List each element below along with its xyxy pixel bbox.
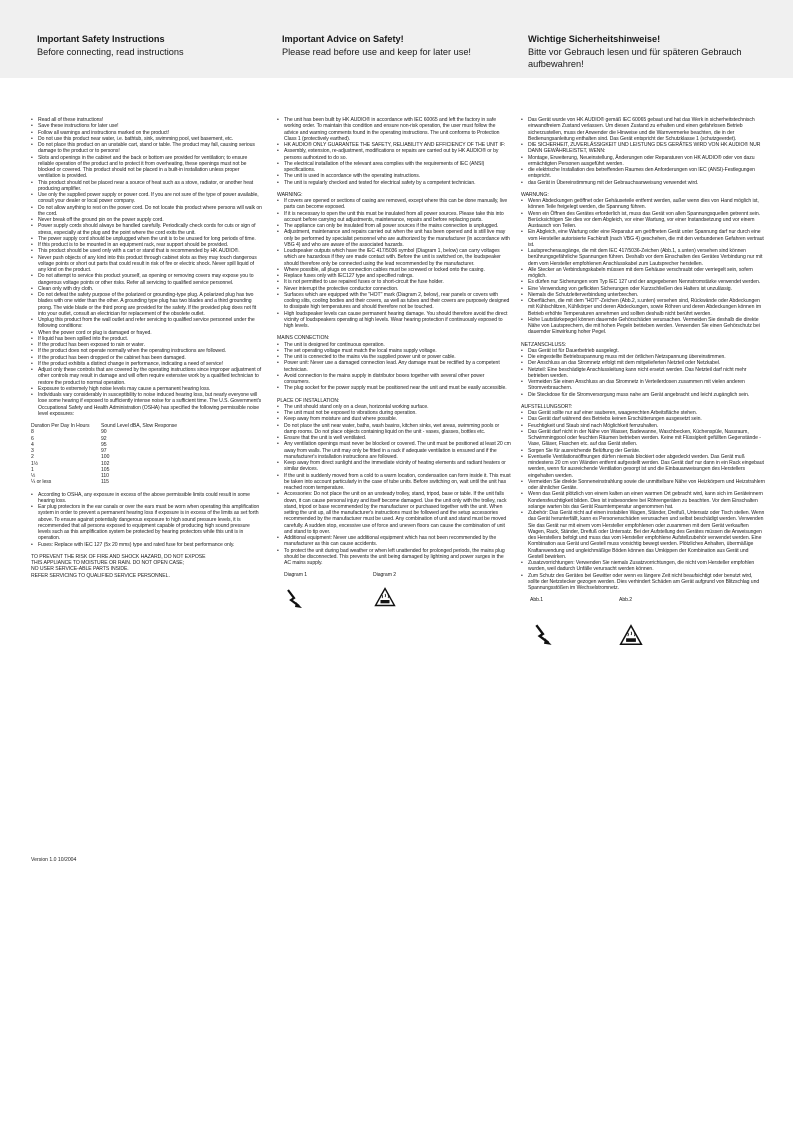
table-cell: 6 xyxy=(31,435,34,442)
column-en-advice xyxy=(277,117,511,632)
list-item: • Where possible, all plugs on connection cables must be screwed or locked onto the casing. xyxy=(277,267,511,273)
header-title-de: Wichtige Sicherheitshinweise! xyxy=(528,34,661,44)
intro-list-de xyxy=(521,117,765,186)
table-cell: 105 xyxy=(101,466,110,473)
list-item: • Do not place this product on an unstable cart, stand or table. The product may fall, causing serious damage to the product or to persons! xyxy=(31,142,263,155)
list-item: • Alle Stecker an Verbindungskabeln müssen mit dem Gehäuse verschraubt oder verriegelt sein, sofern möglich. xyxy=(521,267,765,280)
list-item: • Do not allow anything to rest on the power cord. Do not locate this product where persons will walk on the cord. xyxy=(31,205,263,218)
list-item: • HK AUDIO® ONLY GUARANTEE THE SAFETY, RELIABILITY AND EFFICIENCY OF THE UNIT IF: xyxy=(277,142,511,148)
list-item: • Never push objects of any kind into this product through cabinet slots as they may touch dangerous voltage points or short out parts that could result in risk of fire or electric shock. Never spill liquid of any kind on the product. xyxy=(31,255,263,274)
list-item: • Das Gerät ist für Dauerbetrieb ausgelegt. xyxy=(521,348,765,354)
list-item: • Lautsprecherausgänge, die mit dem IEC 417/5036-Zeichen (Abb.1, s.unten) versehen sind können berührungsgefährliche Spannungen führen. Deshalb vor dem Einschalten des Gerätes Verbindung nur mit dem vom Hersteller empfohlenen Anschlusskabel zum Lautsprecher herstellen. xyxy=(521,248,765,267)
list-item: • Oberflächen, die mit dem "HOT"-Zeichen (Abb.2, s.unten) versehen sind, Rückwände oder Abdeckungen mit Kühlschlitzen, Kühlkörper und deren Abdeckungen, sowie Röhren und deren Abdeckungen können im Betrieb erhöhte Temperaturen annehmen und sollten deshalb nicht berührt werden. xyxy=(521,298,765,317)
list-item: • Ear plug protectors in the ear canals or over the ears must be worn when operating this amplification system in order to prevent a permanent hearing loss if exposure is in excess of the limits as set forth above. To ensure against potentially dangerous exposure to high sound pressure levels, it is recommended that all persons exposed to equipment capable of producing high sound pressure levels such as this amplification system be protected by hearing protectors while this unit is in operation. xyxy=(31,504,263,542)
table-cell: 97 xyxy=(101,448,107,454)
list-item: • Save these instructions for later use! xyxy=(31,123,263,129)
list-item: • DIE SICHERHEIT, ZUVERLÄSSIGKEIT UND LEISTUNG DES GERÄTES WIRD VON HK AUDIO® NUR DANN GEWÄHRLEISTET, WENN: xyxy=(521,142,765,155)
list-item: • Die Steckdose für die Stromversorgung muss nahe am Gerät angebracht und leicht zugänglich sein. xyxy=(521,392,765,398)
version-label: Version 1.0 10/2004 xyxy=(31,857,77,863)
table-cell: ¼ or less xyxy=(31,479,52,486)
section-heading: AUFSTELLUNGSORT: xyxy=(521,403,573,410)
table-cell: 2 xyxy=(31,454,34,461)
header-en xyxy=(37,33,277,58)
table-header: Sound Level dBA, Slow Response xyxy=(101,423,178,429)
mains-list-de xyxy=(521,348,765,398)
table-header: Duration Per Day In Hours xyxy=(31,423,90,429)
column-de xyxy=(521,117,765,657)
list-item: • If the product has been exposed to rain or water. xyxy=(31,342,263,348)
header-title-en2: Important Advice on Safety! xyxy=(282,34,404,44)
list-item: • Niemals die Schutzleiterverbindung unterbrechen. xyxy=(521,292,765,298)
table-cell: 95 xyxy=(101,441,107,448)
intro-list xyxy=(277,117,511,186)
list-item: • Power unit: Never use a damaged connection lead. Any damage must be rectified by a competent technician. xyxy=(277,360,511,373)
list-item: • Do not attempt to service this product yourself, as opening or removing covers may expose you to dangerous voltage points or other risks. Refer all servicing to qualified service personnel. xyxy=(31,273,263,286)
list-item: • Zubehör: Das Gerät nicht auf einen instabilen Wagen, Ständer, Dreifuß, Untersatz oder Tisch stellen. Wenn das Gerät herunterfällt, kann es Personenschäden verursachen und selbst beschädigt werden. Verwenden Sie das Gerät nur mit einem vom Hersteller empfohlenen oder zusammen mit dem Gerät verkauften Wagen, Rack, Ständer, Dreifuß oder Untersatz. Bei der Aufstellung des Gerätes müssen die Anweisungen des Herstellers befolgt und muss das vom Hersteller empfohlene Aufstellzubehör verwendet werden. Eine Kombination aus Gerät und Gestell muss vorsichtig bewegt werden. Plötzliches Anhalten, übermäßige Kraftanwendung und ungleichmäßige Böden können das Umkippen der Kombination aus Gerät und Gestell bewirken. xyxy=(521,510,765,560)
list-item: • Accessories: Do not place the unit on an unsteady trolley, stand, tripod, base or table. If the unit falls down, it can cause personal injury and itself become damaged. Use the unit only with the trolley, rack stand, tripod or base recommended by the manufacturer or purchased together with the unit. When setting the unit up, all the manufacturer's instructions must be followed and the setup accessories recommended by the manufacturer must be used. Any combination of unit and stand must be moved carefully. A sudden stop, excessive use of force and uneven floors can cause the combination of unit and stand to tip over. xyxy=(277,491,511,535)
list-item: • Power supply cords should always be handled carefully. Periodically check cords for cuts or sign of stress, especially at the plug and the point where the cord exits the unit. xyxy=(31,223,263,236)
header-de xyxy=(528,33,773,70)
hot-surface-icon xyxy=(374,587,396,607)
section-heading: WARNING: xyxy=(277,191,303,198)
noise-level-table xyxy=(31,423,177,486)
table-cell: 1½ xyxy=(31,460,38,467)
diagram-2-label: Abb.2 xyxy=(619,597,633,604)
list-item: • The power supply cord should be unplugged when the unit is to be unused for long periods of time. xyxy=(31,236,263,242)
list-item: • Das Gerät sollte nur auf einer sauberen, waagerechten Arbeitsfläche stehen. xyxy=(521,410,765,416)
caps-line: TO PREVENT THE RISK OF FIRE AND SHOCK HAZARD, DO NOT EXPOSE xyxy=(31,553,206,560)
list-item: • Clean only with dry cloth. xyxy=(31,286,263,292)
list-item: • The unit is regularly checked and tested for electrical safety by a competent technician. xyxy=(277,180,511,186)
table-cell: 8 xyxy=(31,429,34,436)
list-item: • To protect the unit during bad weather or when left unattended for prolonged periods, the mains plug should be disconnected. This prevents the unit being damaged by lightning and power surges in the AC mains supply. xyxy=(277,548,511,567)
list-item: • Never break off the ground pin on the power supply cord. xyxy=(31,217,263,223)
list-item: • Das Gerät darf nicht in der Nähe von Wasser, Badewanne, Waschbecken, Küchenspüle, Nassraum, Schwimmingpool oder feuchten Räumen betrieben werden. Keine mit Flüssigkeit gefüllten Gegenstände -Vase, Gläser, Flaschen etc. auf das Gerät stellen. xyxy=(521,429,765,448)
list-item: • Do not place the unit near water, baths, wash basins, kitchen sinks, wet areas, swimming pools or damp rooms. Do not place objects containing liquid on the unit - vases, glasses, bottles etc. xyxy=(277,423,511,436)
list-item: • Loudspeaker outputs which have the IEC 417/5036 symbol (Diagram 1, below) can carry voltages which are hazardous if they are made contact with. Before the unit is switched on, the loudspeaker should therefore only be connected using the lead recommended by the manufacturer. xyxy=(277,248,511,267)
header-title-en: Important Safety Instructions xyxy=(37,34,165,44)
table-cell: 1 xyxy=(31,466,34,473)
list-item: • Fuses: Replace with IEC 127 (5x 20 mms) type and rated fuse for best performance only. xyxy=(31,542,263,548)
list-item: • Adjustment, maintenance and repairs carried out when the unit has been opened and is still live may only be performed by specialist personnel who are authorized by the manufacturer (in accordance with VBG 4) and who are aware of the associated hazards. xyxy=(277,229,511,248)
list-item: • The unit is designed for continuous operation. xyxy=(277,342,511,348)
table-cell: 90 xyxy=(101,429,107,436)
diagrams-de xyxy=(521,597,765,657)
table-cell: 100 xyxy=(101,454,110,461)
list-item: • Sorgen Sie für ausreichende Belüftung der Geräte. xyxy=(521,448,765,454)
list-item: • The unit is connected to the mains via the supplied power unit or power cable. xyxy=(277,354,511,360)
list-item: • Wenn das Gerät plötzlich von einem kalten an einen warmen Ort gebracht wird, kann sich im Geräteinnern Kondensfeuchtigkeit bilden. Dies ist insbesondere bei Röhrengeräten zu beachten. Vor dem Einschalten solange warten bis das Gerät Raumtemperatur angenommen hat. xyxy=(521,491,765,510)
list-item: • Wenn Abdeckungen geöffnet oder Gehäuseteile entfernt werden, außer wenn dies von Hand möglich ist, können Teile freigelegt werden, die Spannung führen. xyxy=(521,198,765,211)
table-cell: 110 xyxy=(101,473,109,479)
section-heading: WARNUNG: xyxy=(521,191,549,198)
header-subtitle-de: Bitte vor Gebrauch lesen und für späteren Gebrauch aufbewahren! xyxy=(528,47,742,69)
list-item: • The electrical installation of the relevant area complies with the requirements of IEC (ANSI) specifications. xyxy=(277,161,511,174)
hot-surface-icon xyxy=(619,624,643,646)
list-item: • das Gerät in Übereinstimmung mit der Gebrauchsanweisung verwendet wird. xyxy=(521,180,765,186)
list-item: • Use only the supplied power supply or power cord. If you are not sure of the type of power available, consult your dealer or local power company. xyxy=(31,192,263,205)
list-item: • According to OSHA, any exposure in excess of the above permissible limits could result in some hearing loss. xyxy=(31,492,263,505)
list-item: • Never interrupt the protective conductor connection. xyxy=(277,286,511,292)
caps-warning xyxy=(31,554,263,579)
list-item: • Keep away from moisture and dust where possible. xyxy=(277,416,511,422)
place-list xyxy=(277,404,511,567)
list-item: • If it is necessary to open the unit this must be insulated from all power sources. Please take this into account before carrying out adjustments, maintenance, repairs and before replacing parts. xyxy=(277,211,511,224)
list-item: • Eine Verwendung von geflickten Sicherungen oder Kurzschließen des Halters ist unzulässig. xyxy=(521,286,765,292)
list-item: • Slots and openings in the cabinet and the back or bottom are provided for ventilation; to ensure reliable operation of the product and to protect it from overheating, these openings must not be blocked or covered. This product should not be placed in a built-in installation unless proper ventilation is provided. xyxy=(31,155,263,180)
list-item: • Zusatzvorrichtungen: Verwenden Sie niemals Zusatzvorrichtungen, die nicht vom Hersteller empfohlen wurden, weil dadurch Unfälle verursacht werden können. xyxy=(521,560,765,573)
table-cell: 92 xyxy=(101,435,107,442)
list-item: • Individuals vary considerably in susceptibility to noise induced hearing loss, but nearly everyone will lose some hearing if exposed to sufficiently intense noise for a sufficient time. The U.S. Government's Occupational Safety and Health Administration (OSHA) has specified the following permissible noise level exposures: xyxy=(31,392,263,417)
list-item: • Netzteil: Eine beschädigte Anschlussleitung kann nicht ersetzt werden. Das Netzteil darf nicht mehr betrieben werden. xyxy=(521,367,765,380)
header-subtitle-en2: Please read before use and keep for later use! xyxy=(282,47,471,57)
diagram-2-label: Diagram 2 xyxy=(373,572,397,579)
list-item: • Any ventilation openings must never be blocked or covered. The unit must be positioned at least 20 cm away from walls. The unit may only be fitted in a rack if adequate ventilation is ensured and if the manufacturer's installation instructions are followed. xyxy=(277,441,511,460)
table-cell: 4 xyxy=(31,441,34,448)
list-item: • Adjust only these controls that are covered by the operating instructions since improper adjustment of other controls may result in damage and will often require extensive work by a qualified technician to restore the product to normal operation. xyxy=(31,367,263,386)
table-cell: 3 xyxy=(31,448,34,454)
list-item: • Do not use this product near water, i.e. bathtub, sink, swimming pool, wet basement, etc. xyxy=(31,136,263,142)
table-cell: 115 xyxy=(101,479,109,486)
list-item: • Do not defeat the safety purpose of the polarized or grounding-type plug. A polarized plug has two blades with one wider than the other. A grounding type plug has two blades and a third grounding prong. The wide blade or the third prong are provided for the safety. If the provided plug does not fit into your outlet, consult an electrician for replacement of the obsolete outlet. xyxy=(31,292,263,317)
header-subtitle-en: Before connecting, read instructions xyxy=(37,47,184,57)
list-item: • Das Gerät wurde von HK AUDIO® gemäß IEC 60065 gebaut und hat das Werk in sicherheitstechnisch einwandfreiem Zustand verlassen. Um diesen Zustand zu erhalten und einen gefahrlosen Betrieb sicherzustellen, muss der Anwender die Hinweise und die Warnvermerke beachten, die in der Bedienungsanleitung enthalten sind. Das Gerät entspricht der Schutzklasse 1 (schutzgeerdet). xyxy=(521,117,765,142)
list-item: • Montage, Erweiterung, Neueinstellung, Änderungen oder Reparaturen von HK AUDIO® oder von dazu ermächtigten Personen ausgeführt werden. xyxy=(521,155,765,168)
table-cell: ½ xyxy=(31,473,36,479)
list-item: • Read all of these instructions! xyxy=(31,117,263,123)
list-item: • The appliance can only be insulated from all power sources if the mains connection is unplugged. xyxy=(277,223,511,229)
section-heading: MAINS CONNECTION: xyxy=(277,335,330,342)
list-item: • Der Anschluss an das Stromnetz erfolgt mit dem mitgelieferten Netzteil oder Netzkabel. xyxy=(521,360,765,366)
list-item: • Wenn ein Öffnen des Gerätes erforderlich ist, muss das Gerät von allen Spannungsquellen getrennt sein. Berücksichtigen Sie dies vor dem Abgleich, vor einer Wartung, vor einer Instandsetzung und vor einem Austausch von Teilen. xyxy=(521,211,765,230)
list-item: • If liquid has been spilled into the product. xyxy=(31,336,263,342)
list-item: • Feuchtigkeit und Staub sind nach Möglichkeit fernzuhalten. xyxy=(521,423,765,429)
list-item: • If this product is to be mounted in an equipment rack, rear support should be provided. xyxy=(31,242,263,248)
caps-line: NO USER SERVICE-ABLE PARTS INSIDE. xyxy=(31,566,129,573)
section-heading: PLACE OF INSTALLATION: xyxy=(277,397,340,404)
column-en-safety xyxy=(31,117,263,579)
place-list-de xyxy=(521,410,765,591)
list-item: • Follow all warnings and instructions marked on the product! xyxy=(31,130,263,136)
diagrams-en xyxy=(277,572,511,632)
list-item: • Unplug this product from the wall outlet and refer servicing to qualified service personnel under the following conditions: xyxy=(31,317,263,330)
list-item: • Replace fuses only with IEC127 type and specified ratings. xyxy=(277,273,511,279)
list-item: • It is not permitted to use repaired fuses or to short-circuit the fuse holder. xyxy=(277,279,511,285)
list-item: • The unit has been built by HK AUDIO® in accordance with IEC 60065 and left the factory in safe working order. To maintain this condition and ensure non-risk operation, the user must follow the advice and warning comments found in the operating instructions. The unit conforms to Protection Class 1 (protectively earthed). xyxy=(277,117,511,142)
list-item: • If covers are opened or sections of casing are removed, except where this can be done manually, live parts can become exposed. xyxy=(277,198,511,211)
safety-list xyxy=(31,117,263,417)
list-item: • Vermeiden Sie direkte Sonneneinstrahlung sowie die unmittelbare Nähe von Heizkörpern und Heizstrahlern oder ähnlicher Geräte. xyxy=(521,479,765,492)
list-item: • Assembly, extension, re-adjustment, modifications or repairs are carried out by HK AUDIO® or by persons authorized to do so. xyxy=(277,148,511,161)
list-item: • Vermeiden Sie einen Anschluss an das Stromnetz in Verteilerdosen zusammen mit vielen anderen Stromverbrauchern. xyxy=(521,379,765,392)
list-item: • Es dürfen nur Sicherungen vom Typ IEC 127 und der angegebenen Nennstromstärke verwendet werden. xyxy=(521,279,765,285)
list-item: • Das Gerät darf während des Betriebs keinen Erschütterungen ausgesetzt sein. xyxy=(521,416,765,422)
mains-list xyxy=(277,342,511,392)
list-item: • Ensure that the unit is well ventilated. xyxy=(277,435,511,441)
list-item: • If the unit is suddenly moved from a cold to a warm location, condensation can form inside it. This must be taken into account particularly in the case of tube units. Before switching on, wait until the unit has reached room temperature. xyxy=(277,473,511,492)
list-item: • Zum Schutz des Gerätes bei Gewitter oder wenn es längere Zeit nicht beaufsichtigt oder benutzt wird, sollte der Netzstecker gezogen werden. Dies verhindert Schäden am Gerät aufgrund von Blitzschlag und Spannungsstößen im Wechselstromnetz. xyxy=(521,573,765,592)
list-item: • The set operating voltage must match the local mains supply voltage. xyxy=(277,348,511,354)
list-item: • If the product does not operate normally when the operating instructions are followed. xyxy=(31,348,263,354)
list-item: • Ein Abgleich, eine Wartung oder eine Reparatur am geöffneten Gerät unter Spannung darf nur durch eine vom Hersteller autorisierte Fachkraft (nach VBG 4) geschehen, die mit den verbundenen Gefahren vertraut ist. xyxy=(521,229,765,248)
list-item: • Additional equipment: Never use additional equipment which has not been recommended by the manufacturer as this can cause accidents. xyxy=(277,535,511,548)
hazardous-voltage-icon xyxy=(285,588,305,610)
caps-line: THIS APPLIANCE TO MOISTURE OR RAIN. DO NOT OPEN CASE; xyxy=(31,560,185,566)
list-item: • Eventuelle Ventilationsöffnungen dürfen niemals blockiert oder abgedeckt werden. Das Gerät muß mindestens 20 cm von Wänden entfernt aufgestellt werden. Das Gerät darf nur dann in ein Rack eingebaut werden, wenn für ausreichende Ventilation gesorgt ist und die Einbauanweisungen des Herstellers eingehalten werden. xyxy=(521,454,765,479)
hazardous-voltage-icon xyxy=(533,623,555,647)
list-item: • Hohe Lautstärkepegel können dauernde Gehörschäden verursachen. Vermeiden Sie deshalb die direkte Nähe von Lautsprechern, die mit hohen Pegeln betrieben werden. Verwenden Sie einen Gehörschutz bei dauernder Einwirkung hoher Pegel. xyxy=(521,317,765,336)
list-item: • If the product has been dropped or the cabinet has been damaged. xyxy=(31,355,263,361)
diagram-1-label: Diagram 1 xyxy=(284,572,308,579)
list-item: • If the product exhibits a distinct change in performance, indicating a need of service! xyxy=(31,361,263,367)
list-item: • High loudspeaker levels can cause permanent hearing damage. You should therefore avoid the direct vicinity of loudspeakers operating at high levels. Wear hearing protection if continuously exposed to high levels. xyxy=(277,311,511,330)
hearing-list xyxy=(31,492,263,548)
list-item: • Keep away from direct sunlight and the immediate vicinity of heating elements and radiant heaters or similar devices. xyxy=(277,460,511,473)
caps-line: REFER SERVICING TO QUALIFIED SERVICE PERSONNEL. xyxy=(31,572,170,579)
list-item: • This product should be used only with a cart or stand that is recommended by HK AUDIO®. xyxy=(31,248,263,254)
table-cell: 102 xyxy=(101,460,110,467)
list-item: • Avoid connection to the mains supply in distributor boxes together with several other power consumers. xyxy=(277,373,511,386)
header-en2 xyxy=(282,33,522,58)
list-item: • When the power cord or plug is damaged or frayed. xyxy=(31,330,263,336)
list-item: • The unit should stand only on a clean, horizontal working surface. xyxy=(277,404,511,410)
list-item: • Surfaces which are equipped with the "HOT" mark (Diagram 2, below), rear panels or covers with cooling slits, cooling bodies and their covers, as well as tubes and their covers are purposely designed to dissipate high temperatures and should therefore not be touched. xyxy=(277,292,511,311)
list-item: • die elektrische Installation des betreffenden Raumes den Anforderungen von IEC (ANSI)-Festlegungen entspricht. xyxy=(521,167,765,180)
list-item: • This product should not be placed near a source of heat such as a stove, radiator, or another heat producing amplifier. xyxy=(31,180,263,193)
warning-list-de xyxy=(521,198,765,336)
section-heading: NETZANSCHLUSS: xyxy=(521,341,567,348)
list-item: • The unit is used in accordance with the operating instructions. xyxy=(277,173,511,179)
warning-list xyxy=(277,198,511,329)
diagram-1-label: Abb.1 xyxy=(530,597,544,604)
list-item: • Exposure to extremely high noise levels may cause a permanent hearing loss. xyxy=(31,386,263,392)
list-item: • Die eingestellte Betriebsspannung muss mit der örtlichen Netzspannung übereinstimmen. xyxy=(521,354,765,360)
list-item: • The unit must not be exposed to vibrations during operation. xyxy=(277,410,511,416)
list-item: • The plug socket for the power supply must be positioned near the unit and must be easily accessible. xyxy=(277,385,511,391)
